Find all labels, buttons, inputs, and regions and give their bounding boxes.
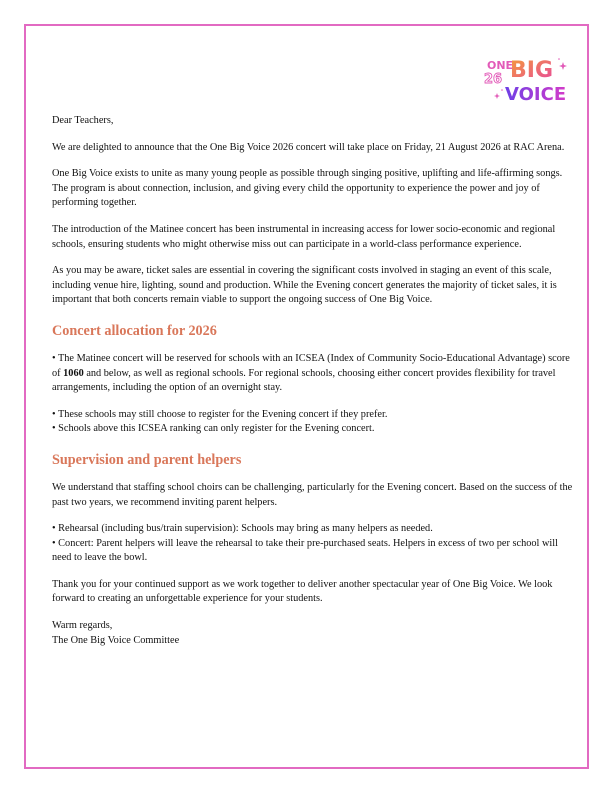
one-big-voice-logo bbox=[483, 50, 569, 106]
allocation-bullets bbox=[52, 408, 578, 437]
sparkle-icon bbox=[559, 62, 567, 70]
sparkle-dot-icon bbox=[558, 58, 560, 60]
bullet-text: and below, as well as regional schools. For regional schools, choosing either concert provides flexibility for travel arrangements, including the option of an overnight stay. bbox=[52, 367, 556, 394]
signoff: Warm regards, bbox=[52, 620, 113, 632]
allocation-bullet-3: • Schools above this ICSEA ranking can only register for the Evening concert. bbox=[52, 423, 375, 435]
logo-year: 26 bbox=[484, 72, 503, 87]
logo-big: BIG bbox=[510, 58, 554, 83]
mission-paragraph: One Big Voice exists to unite as many young people as possible through singing positive, uplifting and life-affirming songs. The program is about connection, inclusion, and giving every child the opportunity to experience the power and joy of performing together. bbox=[52, 168, 563, 209]
section-heading-supervision: Supervision and parent helpers bbox=[52, 451, 242, 468]
icsea-score: 1060 bbox=[63, 367, 84, 379]
supervision-bullet-1: • Rehearsal (including bus/train supervision): Schools may bring as many helpers as needed. bbox=[52, 523, 433, 535]
intro-paragraph: We are delighted to announce that the One Big Voice 2026 concert will take place on Friday, 21 August 2026 at RAC Arena. bbox=[52, 141, 565, 153]
sparkle-dot-icon bbox=[501, 89, 503, 91]
matinee-paragraph: The introduction of the Matinee concert has been instrumental in increasing access for lower socio-economic and regional schools, ensuring students who might otherwise miss out can participate in a world-class performance experience. bbox=[52, 223, 556, 250]
closing-paragraph: Thank you for your continued support as we work together to deliver another spectacular year of One Big Voice. We look forward to creating an unforgettable experience for your students. bbox=[52, 578, 553, 605]
bullet-text: • The Matinee concert will be reserved for schools with an ICSEA (Index of Community Socio-Educational Advantage) score of bbox=[52, 352, 570, 379]
logo-one: ONE bbox=[487, 59, 514, 72]
supervision-bullets bbox=[52, 522, 578, 566]
salutation: Dear Teachers, bbox=[52, 115, 114, 126]
signature: The One Big Voice Committee bbox=[52, 634, 180, 646]
letter-body bbox=[52, 114, 578, 648]
supervision-bullet-2: • Concert: Parent helpers will leave the rehearsal to take their pre-purchased seats. Helpers in excess of two per school will need to leave the bowl. bbox=[52, 537, 558, 564]
allocation-bullet-1 bbox=[52, 352, 578, 396]
logo-voice: VOICE bbox=[505, 84, 567, 105]
allocation-bullet-2: • These schools may still choose to register for the Evening concert if they prefer. bbox=[52, 408, 388, 420]
supervision-intro: We understand that staffing school choirs can be challenging, particularly for the Evening concert. Based on the success of the past two years, we recommend inviting parent helpers. bbox=[52, 481, 573, 508]
tickets-paragraph: As you may be aware, ticket sales are essential in covering the significant costs involved in staging an event of this scale, including venue hire, lighting, sound and production. While the Evening concert generates the majority of ticket sales, it is important that both concerts remain viable to support the ongoing success of One Big Voice. bbox=[52, 265, 557, 306]
section-heading-allocation: Concert allocation for 2026 bbox=[52, 322, 217, 339]
sparkle-icon bbox=[494, 93, 500, 99]
